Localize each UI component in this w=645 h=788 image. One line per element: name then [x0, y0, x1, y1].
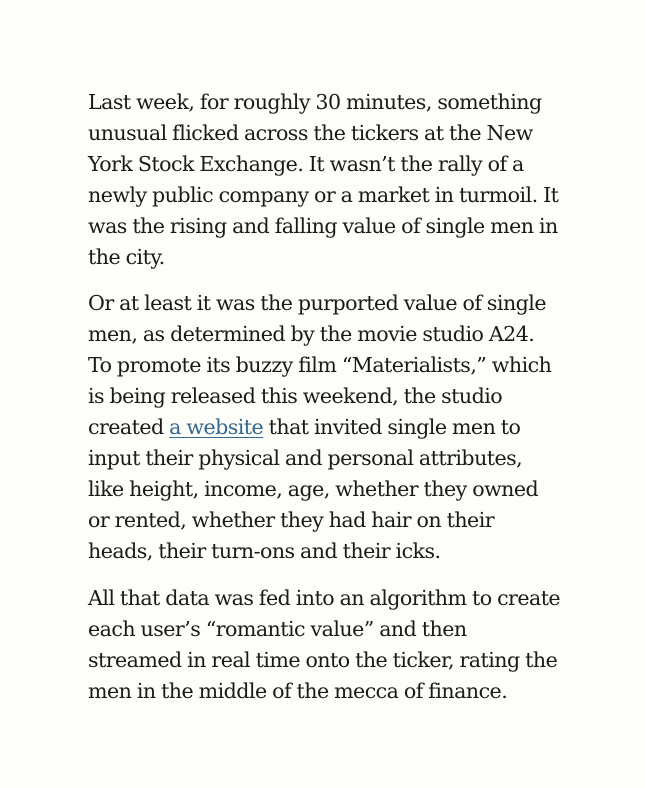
paragraph-2-text-before: Or at least it was the purported value of single men, as determined by the movie studio A24. To promote its buzzy film “Materialists,” which is being released this weekend, the studio created [88, 291, 552, 439]
paragraph-1: Last week, for roughly 30 minutes, something unusual flicked across the tickers at the New York Stock Exchange. It wasn’t the rally of a newly public company or a market in turmoil. It was the rising and falling value of single men in the city. [88, 90, 559, 269]
website-link[interactable]: a website [169, 415, 264, 439]
paragraph-2 [88, 288, 563, 567]
article-body [88, 87, 563, 723]
paragraph-2-text-after: that invited single men to input their physical and personal attributes, like height, income, age, whether they owned or rented, whether they had hair on their heads, their turn-ons and their icks. [88, 415, 539, 563]
paragraph-3: All that data was fed into an algorithm to create each user’s “romantic value” and then streamed in real time onto the ticker, rating the men in the middle of the mecca of finance. [88, 586, 561, 703]
